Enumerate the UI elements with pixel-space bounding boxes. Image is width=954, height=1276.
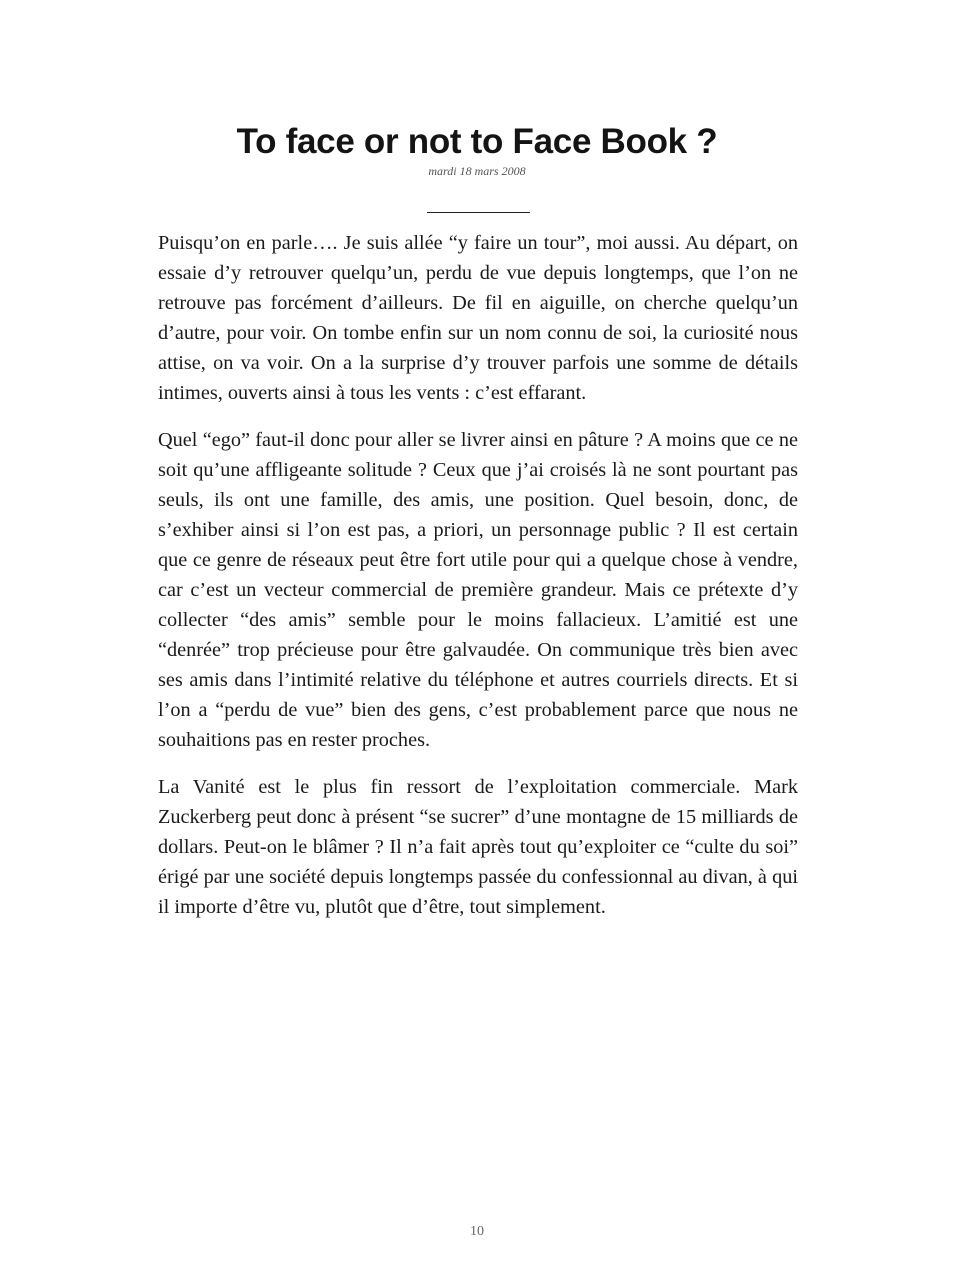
paragraph-3: La Vanité est le plus fin ressort de l’exploitation commerciale. Mark Zuckerberg peut donc à présent “se sucrer” d’une montagne de 15 milliards de dollars. Peut-on le blâmer ? Il n’a fait après tout qu’exploiter ce “culte du soi” érigé par une société depuis longtemps passée du confessionnal au divan, à qui il importe d’être vu, plutôt que d’être, tout simplement.: [158, 776, 798, 918]
paragraph-2: Quel “ego” faut-il donc pour aller se livrer ainsi en pâture ? A moins que ce ne soit qu’une affligeante solitude ? Ceux que j’ai croisés là ne sont pourtant pas seuls, ils ont une famille, des amis, une position. Quel besoin, donc, de s’exhiber ainsi si l’on est pas, a priori, un personnage public ? Il est certain que ce genre de réseaux peut être fort utile pour qui a quelque chose à vendre, car c’est un vecteur commercial de première grandeur. Mais ce prétexte d’y collecter “des amis” semble pour le moins fallacieux. L’amitié est une “denrée” trop précieuse pour être galvaudée. On communique très bien avec ses amis dans l’intimité relative du téléphone et autres courriels directs. Et si l’on a “perdu de vue” bien des gens, c’est probablement parce que nous ne souhaitions pas en rester proches.: [158, 429, 798, 751]
article-title: To face or not to Face Book ?: [236, 122, 718, 161]
title-separator: [427, 212, 530, 213]
article-date: mardi 18 mars 2008: [428, 164, 526, 178]
paragraph-1: Puisqu’on en parle…. Je suis allée “y faire un tour”, moi aussi. Au départ, on essaie d’y retrouver quelqu’un, perdu de vue depuis longtemps, que l’on ne retrouve pas forcément d’ailleurs. De fil en aiguille, on cherche quelqu’un d’autre, pour voir. On tombe enfin sur un nom connu de soi, la curiosité nous attise, on va voir. On a la surprise d’y trouver parfois une somme de détails intimes, ouverts ainsi à tous les vents : c’est effarant.: [158, 232, 798, 404]
article-body: [158, 228, 798, 939]
page-number: 10: [470, 1224, 484, 1239]
